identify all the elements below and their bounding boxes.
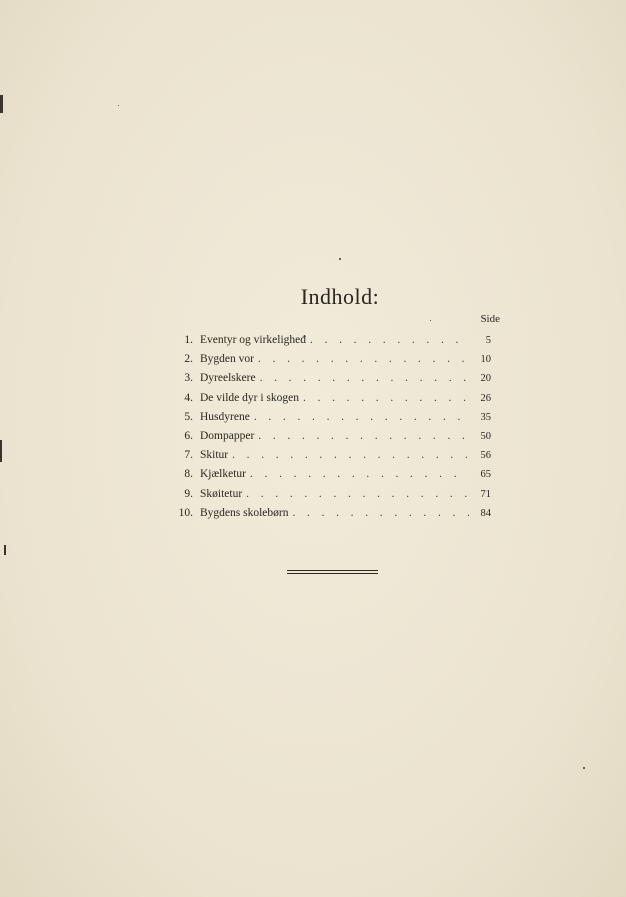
entry-number: 9. xyxy=(184,487,193,500)
dot-leader xyxy=(260,369,469,388)
paper-speck xyxy=(339,258,341,260)
entry-number: 5. xyxy=(184,410,193,423)
paper-speck xyxy=(430,320,431,321)
binding-mark xyxy=(0,95,3,113)
toc-entry xyxy=(165,446,491,465)
entry-page: 65 xyxy=(480,469,491,481)
entry-page: 20 xyxy=(480,373,491,385)
entry-title: Eventyr og virkeligheđ xyxy=(200,334,307,346)
entry-title: Kjælketur xyxy=(200,468,246,481)
dot-leader xyxy=(250,465,469,484)
entry-number: 2. xyxy=(184,353,193,366)
toc-entry xyxy=(165,504,491,523)
dot-leader xyxy=(258,350,469,369)
entry-title: Husdyrene xyxy=(200,410,250,423)
entry-page: 71 xyxy=(480,488,491,500)
paper-speck xyxy=(118,105,119,106)
page-title xyxy=(0,284,626,310)
toc-entry xyxy=(165,369,491,388)
entry-title: Dyreelskere xyxy=(200,372,256,385)
entry-title: Dompapper xyxy=(200,429,255,442)
entry-number: 1. xyxy=(184,334,193,346)
entry-number: 6. xyxy=(184,429,193,442)
dot-leader xyxy=(254,408,469,427)
entry-page: 5 xyxy=(485,335,491,346)
toc-entry xyxy=(165,485,491,504)
entry-title: De vilde dyr i skogen xyxy=(200,391,300,404)
entry-page: 56 xyxy=(480,450,491,462)
entry-number: 4. xyxy=(184,391,193,404)
entry-title: Skøitetur xyxy=(200,487,243,500)
binding-mark xyxy=(4,545,6,555)
page-title-text: Indhold: xyxy=(300,284,380,309)
entry-page: 10 xyxy=(480,354,491,366)
paper-speck xyxy=(583,767,585,769)
entry-title: Bygden vor xyxy=(200,353,254,366)
entry-page: 26 xyxy=(480,392,491,404)
closing-rule-top xyxy=(287,570,378,571)
toc-entry xyxy=(165,389,491,408)
entry-page: 50 xyxy=(480,430,491,442)
entry-number: 3. xyxy=(184,372,193,385)
toc-entry xyxy=(165,350,491,369)
entry-number: 10. xyxy=(178,506,193,519)
toc-entry xyxy=(165,408,491,427)
dot-leader xyxy=(258,427,469,446)
dot-leader xyxy=(232,446,469,465)
binding-mark xyxy=(0,440,2,462)
entry-title: Skitur xyxy=(200,449,229,462)
dot-leader xyxy=(303,389,469,408)
toc-entry xyxy=(165,465,491,484)
entry-number: 7. xyxy=(184,449,193,462)
dot-leader xyxy=(310,331,469,350)
closing-rule-bottom xyxy=(287,573,378,574)
entry-number: 8. xyxy=(184,468,193,481)
page-column-label: Side xyxy=(480,313,500,325)
entry-title: Bygdens skolebørn xyxy=(200,506,289,519)
dot-leader xyxy=(292,504,469,523)
entry-page: 35 xyxy=(480,411,491,423)
toc-entry xyxy=(165,427,491,446)
toc-entry xyxy=(165,331,491,350)
entry-page: 84 xyxy=(480,507,491,519)
table-of-contents xyxy=(165,331,491,523)
dot-leader xyxy=(246,485,469,504)
